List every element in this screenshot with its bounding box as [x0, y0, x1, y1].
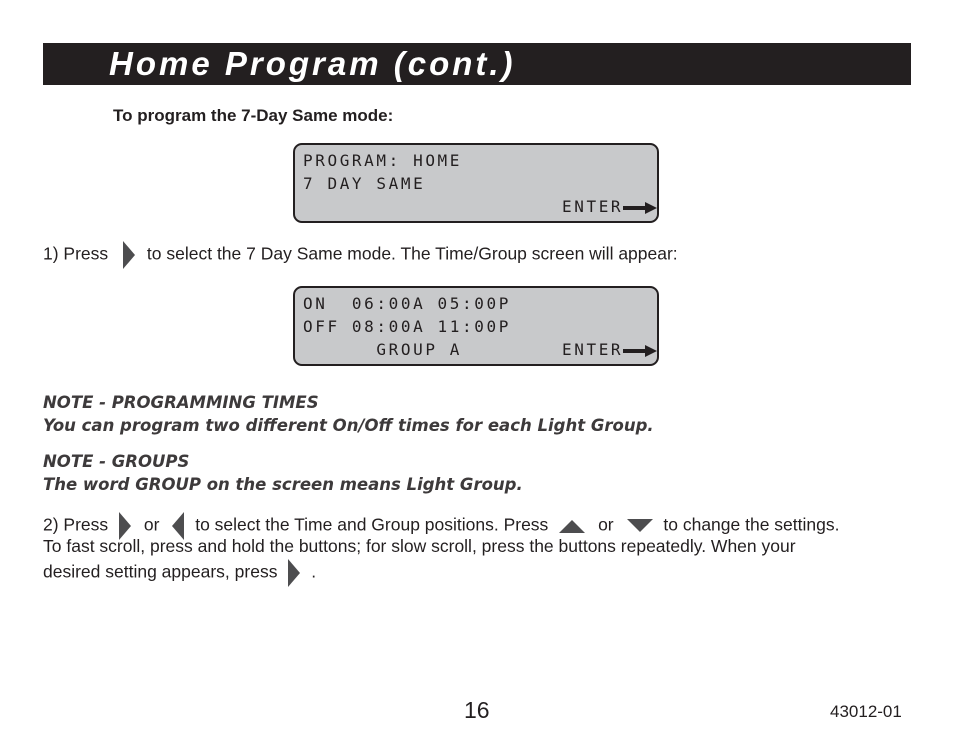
document-number: 43012-01 — [830, 702, 902, 721]
lcd-line-2: 7 DAY SAME — [303, 174, 426, 193]
lcd-enter-label: ENTER — [562, 340, 624, 359]
note-programming-times-title: NOTE - PROGRAMMING TIMES — [43, 393, 319, 412]
title-bar — [43, 43, 911, 85]
step-1-text-after: to select the 7 Day Same mode. The Time/Group screen will appear: — [146, 243, 678, 264]
lcd-screen-program-home — [293, 143, 659, 223]
lcd-enter-label: ENTER — [562, 197, 624, 216]
lcd-line-group: GROUP A — [303, 340, 463, 359]
lcd-line-off-times: OFF 08:00A 11:00P — [303, 317, 511, 336]
note-groups-title: NOTE - GROUPS — [43, 452, 190, 471]
note-programming-times-text: You can program two different On/Off times for each Light Group. — [43, 416, 654, 435]
step-1-instruction — [43, 241, 678, 269]
enter-arrow-icon — [623, 202, 657, 214]
right-arrow-button-icon — [119, 241, 139, 269]
lcd-screen-time-group — [293, 286, 659, 366]
lcd-line-on-times: ON 06:00A 05:00P — [303, 294, 511, 313]
lcd-line-1: PROGRAM: HOME — [303, 151, 463, 170]
page-number: 16 — [464, 697, 490, 723]
section-subheading: To program the 7-Day Same mode: — [113, 106, 394, 125]
page-title: Home Program (cont.) — [109, 45, 516, 82]
step-2-text-period: . — [311, 561, 317, 582]
step-2-text-press: 2) Press — [43, 514, 109, 535]
up-arrow-button-icon — [557, 517, 587, 535]
note-groups-text: The word GROUP on the screen means Light Group. — [43, 475, 523, 494]
step-2-text-change: to change the settings. — [663, 514, 840, 535]
step-2-text-select: to select the Time and Group positions. Press — [195, 514, 549, 535]
right-arrow-button-icon — [284, 559, 304, 587]
down-arrow-button-icon — [625, 517, 655, 535]
step-2-line-3 — [43, 559, 316, 587]
step-2-text-or: or — [143, 514, 160, 535]
step-2-line-2: To fast scroll, press and hold the buttons; for slow scroll, press the buttons repeatedly. When your — [43, 536, 796, 556]
step-2-text-or: or — [598, 514, 614, 535]
step-1-text-before: 1) Press — [43, 243, 109, 264]
enter-arrow-icon — [623, 345, 657, 357]
step-2-text-desired: desired setting appears, press — [43, 561, 278, 582]
